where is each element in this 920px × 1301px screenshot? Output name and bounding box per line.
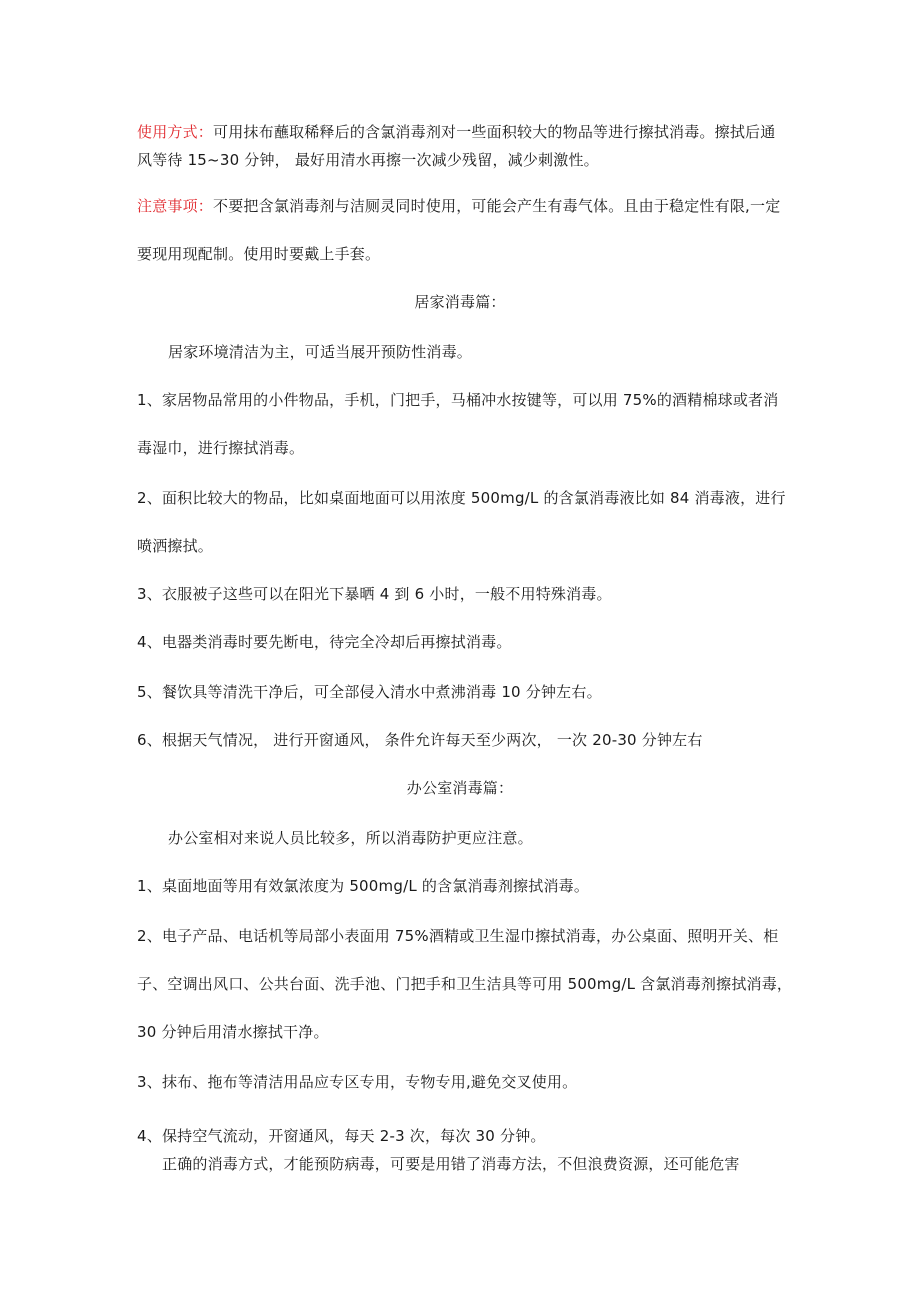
office-item2-line1: 2、电子产品、电话机等局部小表面用 75%酒精或卫生湿巾擦拭消毒，办公桌面、照明开关、柜: [137, 927, 779, 945]
caution-label: 注意事项：: [137, 197, 214, 215]
home-item2-line1: 2、面积比较大的物品，比如桌面地面可以用浓度 500mg/L 的含氯消毒液比如 84 消毒液，进行: [137, 489, 786, 507]
office-item2-line2: 子、空调出风口、公共台面、洗手池、门把手和卫生洁具等可用 500mg/L 含氯消毒剂擦拭消毒，: [137, 975, 793, 993]
caution-text-line2: 要现用现配制。使用时要戴上手套。: [137, 245, 381, 263]
home-intro: 居家环境清洁为主，可适当展开预防性消毒。: [168, 343, 473, 361]
usage-paragraph-line1: [137, 122, 797, 142]
usage-text-line2: 风等待 15~30 分钟， 最好用清水再擦一次减少残留，减少刺激性。: [137, 151, 599, 169]
caution-paragraph-line1: [137, 196, 797, 216]
office-intro: 办公室相对来说人员比较多，所以消毒防护更应注意。: [168, 829, 533, 847]
home-item4: 4、电器类消毒时要先断电，待完全冷却后再擦拭消毒。: [137, 633, 512, 651]
home-heading: 居家消毒篇：: [414, 293, 506, 311]
office-item4: 4、保持空气流动，开窗通风，每天 2-3 次，每次 30 分钟。: [137, 1127, 546, 1145]
usage-label: 使用方式：: [137, 123, 214, 141]
closing-line1: 正确的消毒方式，才能预防病毒，可要是用错了消毒方法，不但浪费资源，还可能危害: [162, 1155, 740, 1173]
caution-text-line1: 不要把含氯消毒剂与洁厕灵同时使用，可能会产生有毒气体。且由于稳定性有限,一定: [213, 197, 781, 215]
home-item5: 5、餐饮具等清洗干净后，可全部侵入清水中煮沸消毒 10 分钟左右。: [137, 683, 602, 701]
home-item3: 3、衣服被子这些可以在阳光下暴晒 4 到 6 小时，一般不用特殊消毒。: [137, 585, 612, 603]
office-item3: 3、抹布、拖布等清洁用品应专区专用，专物专用,避免交叉使用。: [137, 1073, 578, 1091]
office-item2-line3: 30 分钟后用清水擦拭干净。: [137, 1023, 329, 1041]
usage-text-line1: 可用抹布蘸取稀释后的含氯消毒剂对一些面积较大的物品等进行擦拭消毒。擦拭后通: [213, 123, 776, 141]
office-heading: 办公室消毒篇：: [406, 779, 514, 797]
home-item1-line1: 1、家居物品常用的小件物品，手机，门把手，马桶冲水按键等，可以用 75%的酒精棉球或者消: [137, 391, 779, 409]
home-item2-line2: 喷洒擦拭。: [137, 537, 214, 555]
home-item6: 6、根据天气情况， 进行开窗通风， 条件允许每天至少两次， 一次 20-30 分钟左右: [137, 731, 703, 749]
office-item1: 1、桌面地面等用有效氯浓度为 500mg/L 的含氯消毒剂擦拭消毒。: [137, 877, 590, 895]
home-item1-line2: 毒湿巾，进行擦拭消毒。: [137, 439, 305, 457]
